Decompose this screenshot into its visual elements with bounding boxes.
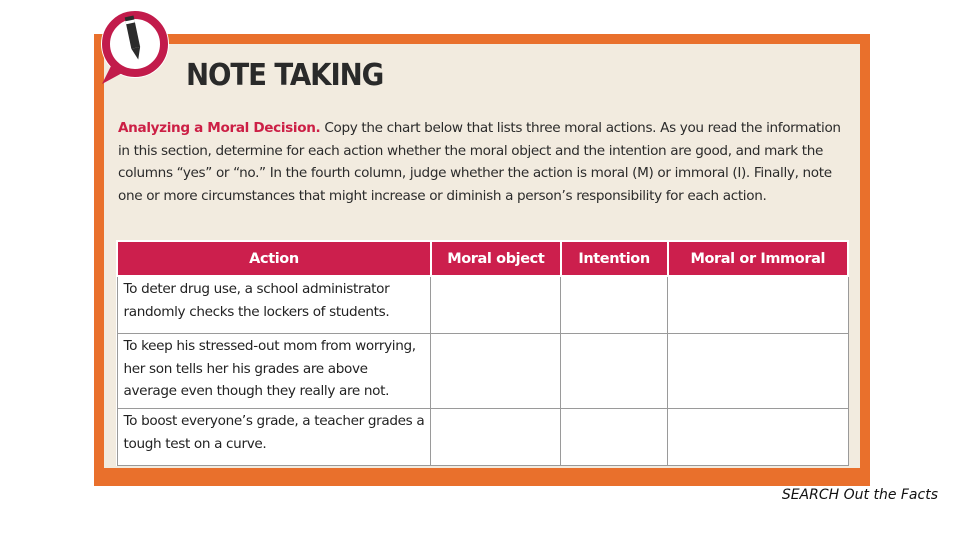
header-action: Action: [117, 241, 431, 276]
moral-or-immoral-cell: [668, 334, 849, 409]
moral-object-cell: [431, 409, 561, 466]
intention-cell: [561, 276, 668, 334]
action-cell: To boost everyone’s grade, a teacher grades a tough test on a curve.: [117, 409, 431, 466]
moral-object-cell: [431, 276, 561, 334]
instructions-body: Copy the chart below that lists three moral actions. As you read the information in this section, determine for each action whether the moral object and the intention are good, and mark the columns “yes” or “no.” In the fourth column, judge whether the action is moral (M) or immoral (I). Finally, note one or more circumstances that might increase or diminish a person’s responsibility for each action.: [118, 120, 841, 204]
moral-actions-table: [116, 240, 849, 466]
slide-caption: SEARCH Out the Facts: [781, 487, 938, 503]
table-row: [117, 334, 848, 409]
instructions-lead: Analyzing a Moral Decision.: [118, 120, 321, 136]
intention-cell: [561, 334, 668, 409]
moral-object-cell: [431, 334, 561, 409]
action-cell: To deter drug use, a school administrator randomly checks the lockers of students.: [117, 276, 431, 334]
action-cell: To keep his stressed-out mom from worrying, her son tells her his grades are above average even though they really are not.: [117, 334, 431, 409]
table-row: [117, 409, 848, 466]
header-moral-or-immoral: Moral or Immoral: [668, 241, 849, 276]
moral-or-immoral-cell: [668, 276, 849, 334]
instructions-paragraph: [118, 117, 846, 207]
table-header-row: [117, 241, 848, 276]
intention-cell: [561, 409, 668, 466]
section-heading: NOTE TAKING: [186, 58, 384, 93]
header-moral-object: Moral object: [431, 241, 561, 276]
pencil-icon: [94, 6, 176, 88]
header-intention: Intention: [561, 241, 668, 276]
table-row: [117, 276, 848, 334]
moral-or-immoral-cell: [668, 409, 849, 466]
